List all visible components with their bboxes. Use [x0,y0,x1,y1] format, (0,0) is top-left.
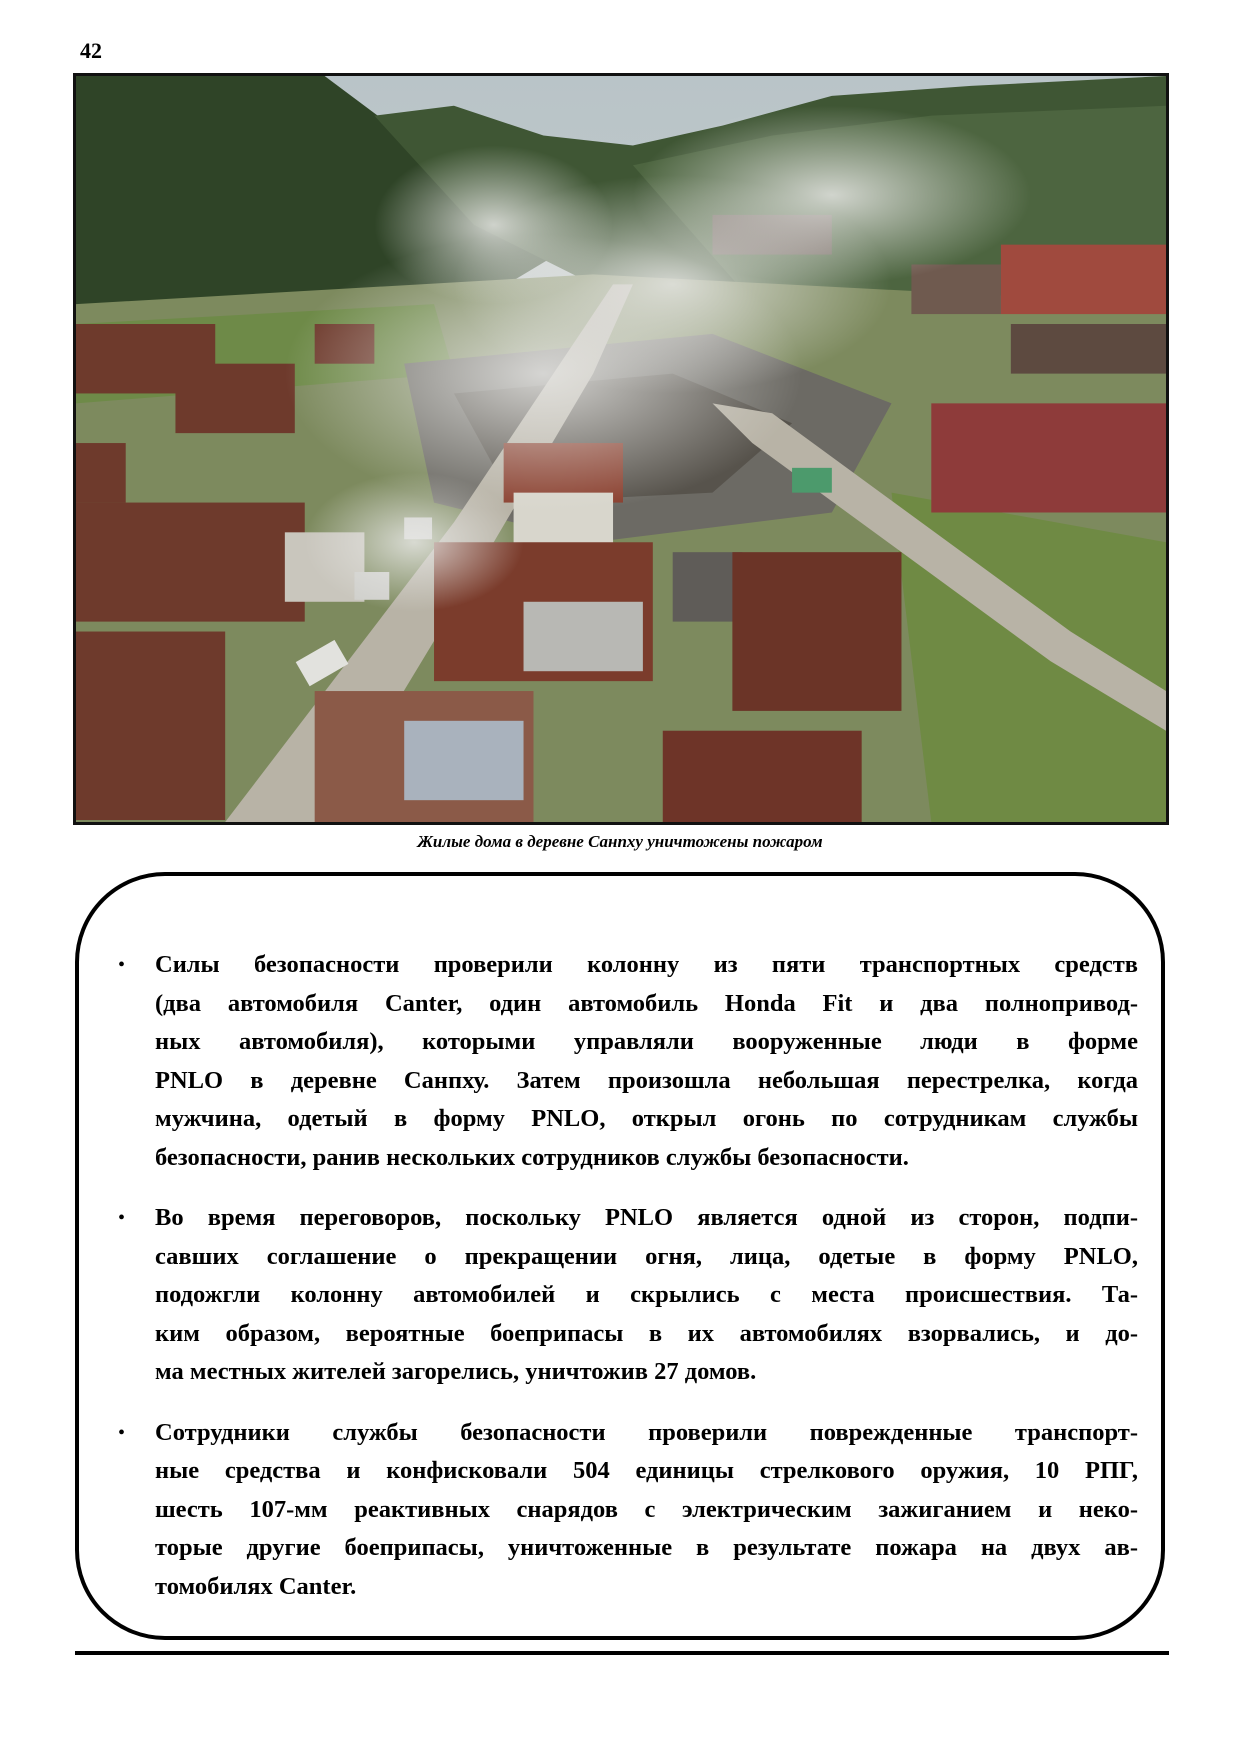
bullet-paragraph [155,946,1138,1177]
text-line: ма местных жителей загорелись, уничтожив 27 домов. [155,1358,757,1385]
text-line: Силы безопасности проверили колонну из пяти транспортных средств [155,951,1138,978]
text-line: безопасности, ранив нескольких сотрудников службы безопасности. [155,1143,909,1171]
bullet-paragraph [155,1414,1138,1607]
text-line: шесть 107-мм реактивных снарядов с электрическим зажиганием и неко- [155,1495,1138,1523]
bullet-item [79,1199,1161,1392]
bullet-list [79,946,1161,1628]
bullet-item [79,946,1161,1177]
text-line: ким образом, вероятные боеприпасы в их автомобилях взорвались, и до- [155,1319,1138,1347]
text-line: томобилях Canter. [155,1572,357,1600]
text-line: торые другие боеприпасы, уничтоженные в результате пожара на двух ав- [155,1534,1138,1561]
text-line: ные средства и конфисковали 504 единицы стрелкового оружия, 10 РПГ, [155,1457,1138,1484]
text-line: мужчина, одетый в форму PNLO, открыл огонь по сотрудникам службы [155,1105,1138,1132]
text-frame [75,872,1165,1640]
village-fire-photo [73,73,1169,825]
text-line: (два автомобиля Canter, один автомобиль Honda Fit и два полнопривод- [155,989,1138,1017]
text-line: Сотрудники службы безопасности проверили поврежденные транспорт- [155,1418,1138,1446]
page-number: 42 [80,38,102,63]
photo-caption: Жилые дома в деревне Санпху уничтожены пожаром [417,832,823,851]
bullet-item [79,1414,1161,1607]
bottom-rule [75,1651,1169,1655]
text-line: ных автомобиля), которыми управляли вооруженные люди в форме [155,1028,1138,1055]
text-line: Во время переговоров, поскольку PNLO является одной из сторон, подпи- [155,1204,1138,1231]
bullet-paragraph [155,1199,1138,1392]
text-line: подожгли колонну автомобилей и скрылись с места происшествия. Та- [155,1281,1138,1308]
bullet-marker: • [118,1421,126,1444]
text-line: PNLO в деревне Санпху. Затем произошла небольшая перестрелка, когда [155,1066,1138,1094]
text-line: савших соглашение о прекращении огня, лица, одетые в форму PNLO, [155,1242,1138,1270]
village-fire-illustration [76,76,1166,822]
bullet-marker: • [118,954,126,976]
bullet-marker: • [118,1207,126,1229]
